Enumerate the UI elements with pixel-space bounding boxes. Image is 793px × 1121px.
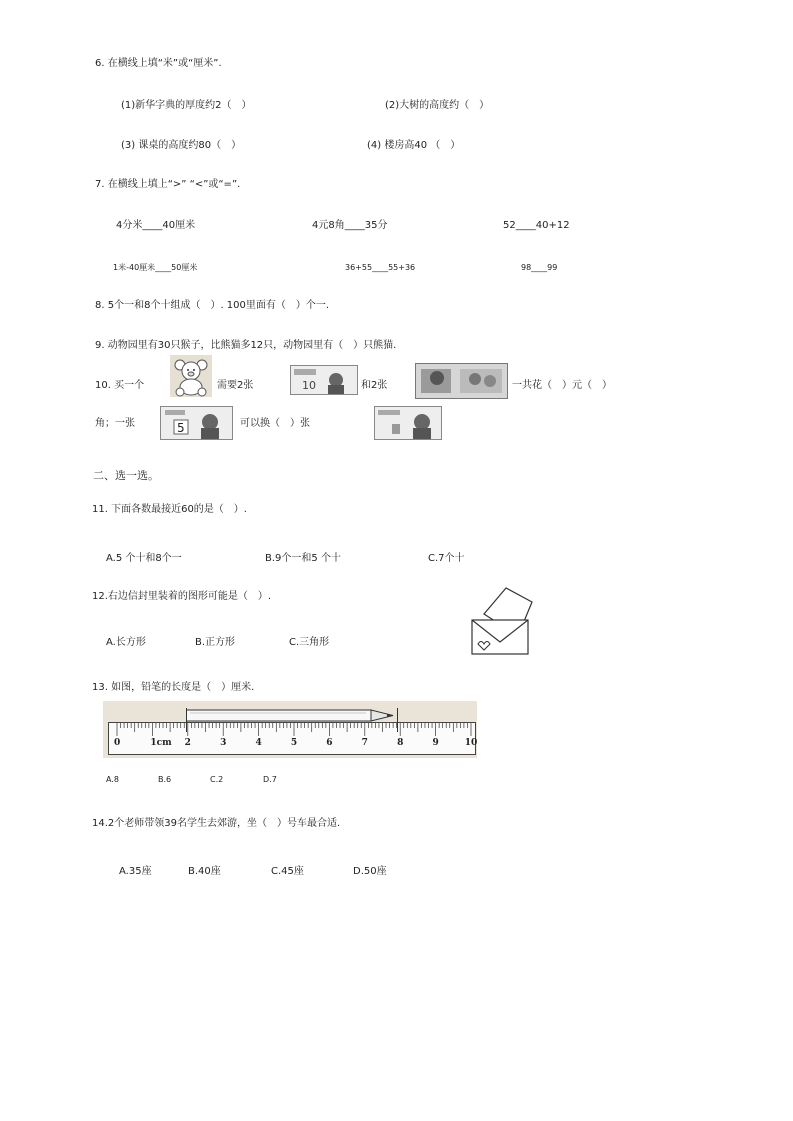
q11-option-a: A.5 个十和8个一 — [106, 553, 182, 564]
teddy-bear-image — [170, 355, 212, 401]
pencil-start-marker — [186, 708, 187, 732]
q14-option-c: C.45座 — [271, 866, 304, 877]
q12-option-c: C.三角形 — [289, 637, 330, 648]
q8-stem: 8. 5个一和8个十组成（ ）. 100里面有（ ）个一. — [95, 300, 330, 311]
q10-part-3: 和2张 — [361, 380, 388, 391]
ruler-label: 9 — [432, 738, 439, 748]
q10-part-4: 一共花（ ）元（ ） — [512, 380, 612, 391]
ruler-label: 4 — [255, 738, 262, 748]
q7-row2-item-2: 36+55____55+36 — [345, 263, 416, 272]
bill-denomination-five: 5 — [177, 421, 185, 435]
q6-stem: 6. 在横线上填“米”或“厘米”. — [95, 58, 222, 69]
ruler-label: 1cm — [150, 738, 172, 748]
q13-option-b: B.6 — [158, 775, 172, 784]
q7-row2-item-1: 1米-40厘米____50厘米 — [113, 263, 198, 272]
q11-option-b: B.9个一和5 个十 — [265, 553, 341, 564]
q6-item-4: (4) 楼房高40 （ ） — [367, 140, 461, 151]
q10-part-2: 需要2张 — [217, 380, 254, 391]
q7-row1-item-3: 52____40+12 — [503, 220, 570, 231]
q11-stem: 11. 下面各数最接近60的是（ ）. — [92, 504, 247, 515]
q6-item-1: (1)新华字典的厚度约2（ ） — [121, 100, 252, 111]
banknote-image — [415, 363, 508, 403]
q6-item-2: (2)大树的高度约（ ） — [385, 100, 490, 111]
banknote-image — [374, 406, 442, 444]
banknote-image — [160, 406, 233, 444]
ruler-with-pencil-image — [103, 701, 477, 758]
pencil-image — [186, 709, 381, 721]
ruler-label: 7 — [361, 738, 368, 748]
ruler-label: 6 — [326, 738, 333, 748]
q7-row1-item-1: 4分米____40厘米 — [116, 220, 196, 231]
envelope-image — [470, 586, 538, 660]
q13-option-a: A.8 — [106, 775, 119, 784]
pencil-end-marker — [397, 708, 398, 732]
ruler-label: 0 — [114, 738, 121, 748]
q9-stem: 9. 动物园里有30只猴子，比熊猫多12只，动物园里有（ ）只熊猫. — [95, 340, 397, 351]
q10-part-6: 可以换（ ）张 — [240, 418, 310, 429]
ruler-body — [108, 722, 476, 755]
ruler-label: 10 — [464, 738, 478, 748]
q13-option-c: C.2 — [210, 775, 224, 784]
q10-part-1: 10. 买一个 — [95, 380, 145, 391]
ruler-label: 5 — [290, 738, 298, 748]
q12-stem: 12.右边信封里装着的图形可能是（ ）. — [92, 591, 272, 602]
svg-text:10: 10 — [302, 379, 316, 392]
banknote-image — [290, 365, 358, 399]
q7-row2-item-3: 98____99 — [521, 263, 558, 272]
q14-option-a: A.35座 — [119, 866, 152, 877]
q13-stem: 13. 如图，铅笔的长度是（ ）厘米. — [92, 682, 255, 693]
ruler-label: 3 — [220, 738, 227, 748]
ruler-label: 8 — [397, 738, 404, 748]
q7-row1-item-2: 4元8角____35分 — [312, 220, 388, 231]
q11-option-c: C.7个十 — [428, 553, 465, 564]
q14-stem: 14.2个老师带领39名学生去郊游，坐（ ）号车最合适. — [92, 818, 341, 829]
q13-option-d: D.7 — [263, 775, 277, 784]
ruler-label: 2 — [184, 738, 191, 748]
q10-part-5: 角；一张 — [95, 418, 135, 429]
q12-option-b: B.正方形 — [195, 637, 236, 648]
section-2-title: 二、选一选。 — [93, 469, 159, 482]
q14-option-b: B.40座 — [188, 866, 221, 877]
q12-option-a: A.长方形 — [106, 637, 146, 648]
q6-item-3: (3) 课桌的高度约80（ ） — [121, 140, 242, 151]
q14-option-d: D.50座 — [353, 866, 387, 877]
q7-stem: 7. 在横线上填上“>” “<”或“=”. — [95, 179, 241, 190]
